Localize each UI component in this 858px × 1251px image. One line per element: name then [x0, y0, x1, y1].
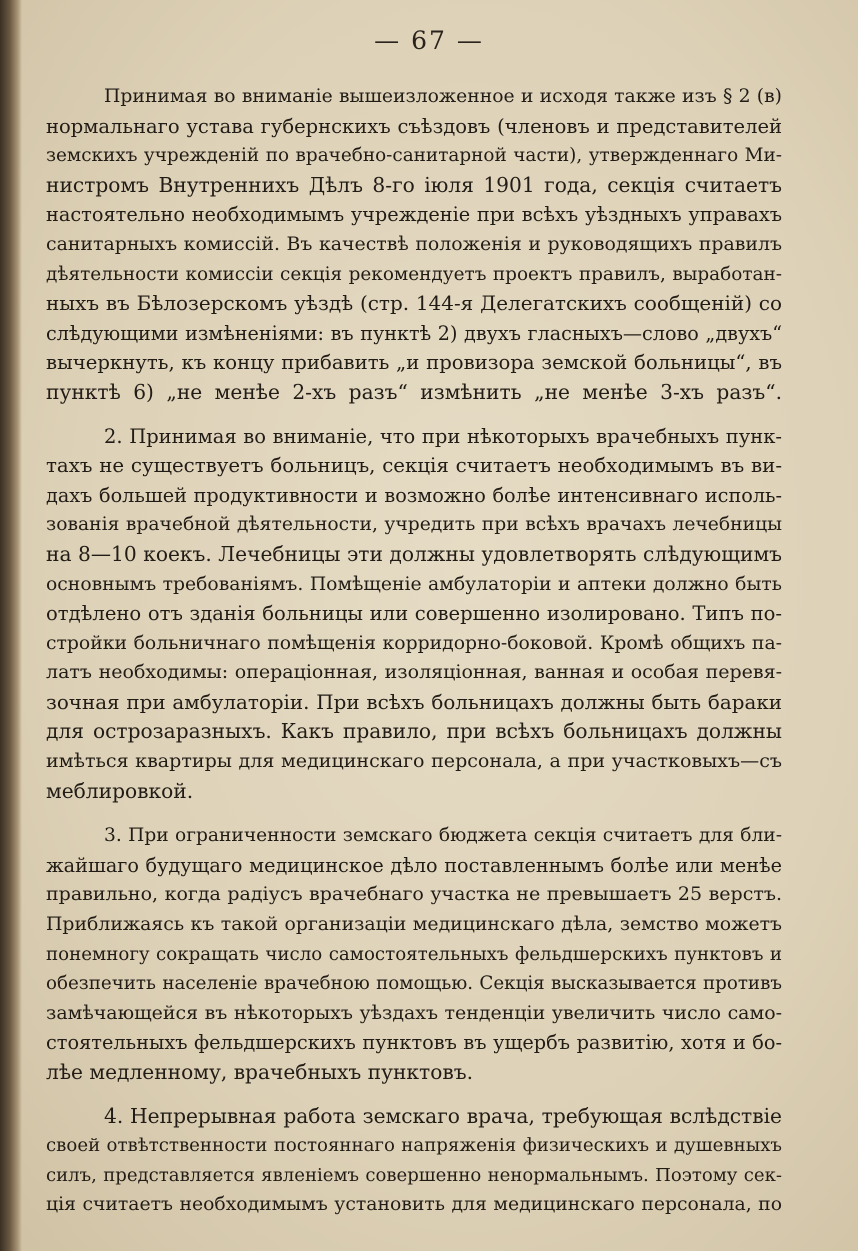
text-line: нормальнаго устава губернскихъ съѣздовъ (членовъ и представителей — [46, 114, 782, 138]
text-line: имѣться квартиры для медицинскаго персонала, а при участковыхъ—съ — [46, 750, 782, 773]
text-line: пунктѣ 6) „не менѣе 2-хъ разъ“ измѣнить „не менѣе 3-хъ разъ“. — [46, 379, 782, 404]
text-line: стоятельныхъ фельдшерскихъ пунктовъ въ ущербъ развитію, хотя и бо- — [46, 1031, 782, 1055]
text-line: Принимая во вниманіе вышеизложенное и исходя также изъ § 2 (в) — [104, 86, 782, 107]
text-line: вычеркнуть, къ концу прибавить „и провизора земской больницы“, въ — [46, 351, 782, 375]
text-line: дѣятельности комиссіи секція рекомендуетъ проектъ правилъ, выработан- — [46, 263, 782, 285]
text-line: стройки больничнаго помѣщенія корридорно-боковой. Кромѣ общихъ па- — [46, 632, 782, 654]
text-line: зованія врачебной дѣятельности, учредить при всѣхъ врачахъ лечебницы — [46, 514, 782, 536]
text-line: меблировкой. — [46, 778, 194, 803]
text-line: земскихъ учрежденій по врачебно-санитарной части), утвержденнаго Ми- — [46, 145, 782, 167]
text-line: силъ, представляется явленіемъ совершенно ненормальнымъ. Поэтому сек- — [46, 1164, 782, 1186]
text-line: санитарныхъ комиссій. Въ качествѣ положенія и руководящихъ правилъ — [46, 232, 782, 255]
body-text — [46, 82, 782, 1220]
text-line: лѣе медленному, врачебныхъ пунктовъ. — [46, 1060, 473, 1084]
text-line: 3. При ограниченности земскаго бюджета секція считаетъ для бли- — [104, 825, 782, 847]
paragraph-4 — [46, 1102, 782, 1220]
text-line: понемногу сокращать число самостоятельныхъ фельдшерскихъ пунктовъ и — [46, 943, 782, 965]
text-line: жайшаго будущаго медицинское дѣло поставленнымъ болѣе или менѣе — [46, 853, 782, 877]
text-line: слѣдующими измѣненіями: въ пунктѣ 2) двухъ гласныхъ—слово „двухъ“ — [46, 321, 782, 345]
text-line: Приближаясь къ такой организаціи медицинскаго дѣла, земство можетъ — [46, 914, 782, 936]
text-line: замѣчающейся въ нѣкоторыхъ уѣздахъ тенденціи увеличить число само- — [46, 1001, 782, 1024]
text-line: зочная при амбулаторіи. При всѣхъ больницахъ должны быть бараки — [46, 690, 782, 714]
paragraph-3 — [46, 821, 782, 1087]
page-number: — 67 — — [374, 26, 484, 55]
paragraph-2 — [46, 422, 782, 807]
text-line: тахъ не существуетъ больницъ, секція считаетъ необходимымъ въ ви- — [46, 454, 782, 478]
text-line: отдѣлено отъ зданія больницы или совершенно изолировано. Типъ по- — [46, 602, 782, 626]
text-line: обезпечить населеніе врачебною помощью. Секція высказывается противъ — [46, 973, 782, 995]
text-line: нистромъ Внутреннихъ Дѣлъ 8-го іюля 1901 года, секція считаетъ — [46, 172, 782, 197]
text-line: на 8—10 коекъ. Лечебницы эти должны удовлетворять слѣдующимъ — [46, 541, 782, 566]
text-line: ныхъ въ Бѣлозерскомъ уѣздѣ (стр. 144-я Делегатскихъ сообщеній) со — [46, 291, 782, 316]
text-line: 2. Принимая во вниманіе, что при нѣкоторыхъ врачебныхъ пунк- — [104, 424, 782, 448]
text-line: ція считаетъ необходимымъ установить для медицинскаго персонала, по — [46, 1194, 782, 1216]
text-line: своей отвѣтственности постояннаго напряженія физическихъ и душевныхъ — [46, 1135, 782, 1157]
text-line: дахъ большей продуктивности и возможно болѣе интенсивнаго исполь- — [46, 483, 782, 507]
text-line: латъ необходимы: операціонная, изоляціонная, ванная и особая перевя- — [46, 661, 782, 684]
text-line: для острозаразныхъ. Какъ правило, при всѣхъ больницахъ должны — [46, 719, 782, 744]
text-line: 4. Непрерывная работа земскаго врача, требующая вслѣдствіе — [104, 1103, 782, 1128]
text-line: настоятельно необходимымъ учрежденіе при всѣхъ уѣздныхъ управахъ — [46, 203, 782, 227]
text-line: основнымъ требованіямъ. Помѣщеніе амбулаторіи и аптеки должно быть — [46, 573, 782, 595]
text-line: правильно, когда радіусъ врачебнаго участка не превышаетъ 25 верстъ. — [46, 883, 782, 906]
book-binding-edge — [0, 0, 22, 1251]
paragraph-1 — [46, 82, 782, 408]
